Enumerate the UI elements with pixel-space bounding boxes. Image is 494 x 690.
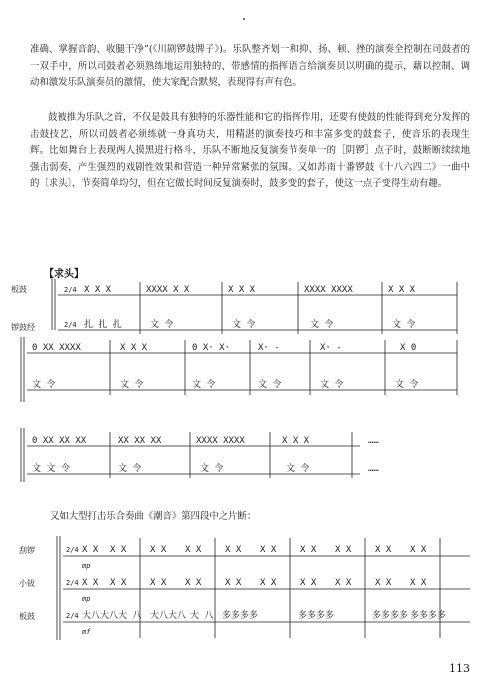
words-1-2: 文 令 [150,320,174,330]
cym-7: X X [300,578,317,588]
words-2-4: 文 令 [258,380,282,390]
row-label-bangu: 板鼓 [11,285,27,294]
cym-4: X X [185,578,202,588]
notes-2-5: X· - [320,343,342,353]
row-label-drum: 板鼓 [19,612,35,621]
gong-4: X X [185,545,202,555]
row-label-luogujing: 锣鼓经 [11,323,35,332]
words-2-6: 文 令 [395,380,419,390]
drum-3: 大八大八 [150,611,187,621]
time-sig-1: 2/4 [64,286,77,294]
words-1-3: 文 令 [232,320,256,330]
time-sig-2c: 2/4 [66,612,79,620]
time-sig-1b: 2/4 [64,321,77,329]
time-sig-2a: 2/4 [66,546,79,554]
gong-3: X X [150,545,167,555]
notes-2-3: 0 X· X· [192,343,230,353]
gong-2: X X [110,545,127,555]
gong-1: X X [82,545,99,555]
notes-2-1: 0 XX XXXX [32,343,81,353]
notes-3-2: XX XX XX [118,436,162,446]
words-1-4: 文 令 [310,320,334,330]
notes-3-4: X X X [282,436,310,446]
notes-1-3: X X X [228,285,256,295]
words-3-2: 文 令 [118,464,142,474]
cym-6: X X [260,578,277,588]
paragraph-1: 准确、掌握音韵、收腿干净”(《川剧锣鼓牌子》)。乐队整齐划一和抑、扬、顿、挫的演奏全控制在司鼓者的一双手中，所以司鼓者必须熟练地运用独特的、带感情的指挥语言给演奏员以明确的提示，藉以控制、调动和激发乐队演奏员的激情，使大家配合默契，表现得有声有色。 [30,44,470,88]
row-label-cymbal: 小钹 [19,579,35,588]
paragraph-2: 鼓被推为乐队之首，不仅是鼓具有独特的乐器性能和它的指挥作用，还要有使鼓的性能得到充分发挥的击鼓技艺，所以司鼓者必须练就一身真功夫，用精湛的演奏技巧和丰富多变的鼓套子，使音乐的表现生辉。比如舞台上表现两人摸黑进行格斗，乐队不断地反复演奏节奏单一的［阴锣］点子时，鼓断断续续地强击弱奏，产生强烈的戏剧性效果和营造一种异常紧张的氛围。又如苏南十番锣鼓《十八六四二》一曲中的〔求头〕，节奏简单均匀，但在它做长时间反复演奏时，鼓多变的套子，使这一点子变得生动有趣。 [30,112,470,189]
gong-5: X X [225,545,242,555]
gong-9: X X [375,545,392,555]
example-2-intro: 又如大型打击乐合奏曲《潮音》第四段中之片断： [50,511,257,522]
drum-6: 多多多多 [298,611,335,621]
drum-4: 大 八 [190,611,214,621]
gong-10: X X [410,545,427,555]
words-2-5: 文 令 [320,380,344,390]
notes-2-2: X X X [120,343,148,353]
notes-3-1: 0 XX XX XX [32,436,87,446]
drum-7: 多多多多 [372,611,409,621]
notes-1-4: XXXX XXXX [304,285,353,295]
words-3-5: …… [368,464,379,474]
notes-2-4: X· - [258,343,280,353]
words-2-1: 文 令 [32,380,56,390]
cym-3: X X [150,578,167,588]
dynamic-2: mp [82,595,91,603]
words-1-5: 文 令 [392,320,416,330]
notes-1-5: X X X [388,285,416,295]
dynamic-3: mf [82,628,91,636]
notes-1-1: X X X [84,285,112,295]
dynamic-1: mp [82,562,91,570]
gong-6: X X [260,545,277,555]
words-3-1: 文 文 令 [32,464,70,474]
row-label-gong: 刮锣 [19,546,35,555]
notes-2-6: X 0 [400,343,417,353]
section-title-qiutou: 【求头】 [44,269,84,280]
cym-9: X X [375,578,392,588]
drum-5: 多多多多 [222,611,259,621]
words-3-3: 文 令 [200,464,224,474]
notes-3-5: …… [368,436,379,446]
notes-3-3: XXXX XXXX [196,436,245,446]
drum-1: 大八大八 [82,611,119,621]
notes-1-2: XXXX X X [146,285,190,295]
cym-1: X X [82,578,99,588]
gong-7: X X [300,545,317,555]
words-2-2: 文 令 [120,380,144,390]
cym-5: X X [225,578,242,588]
words-3-4: 文 令 [286,464,310,474]
gong-8: X X [335,545,352,555]
cym-8: X X [335,578,352,588]
page-number: 113 [449,662,470,675]
drum-2: 大 八 [118,611,142,621]
cym-10: X X [410,578,427,588]
cym-2: X X [110,578,127,588]
words-2-3: 文 令 [192,380,216,390]
time-sig-2b: 2/4 [66,579,79,587]
drum-8: 多多多多 [410,611,447,621]
words-1-1: 扎 扎 扎 [84,320,122,330]
